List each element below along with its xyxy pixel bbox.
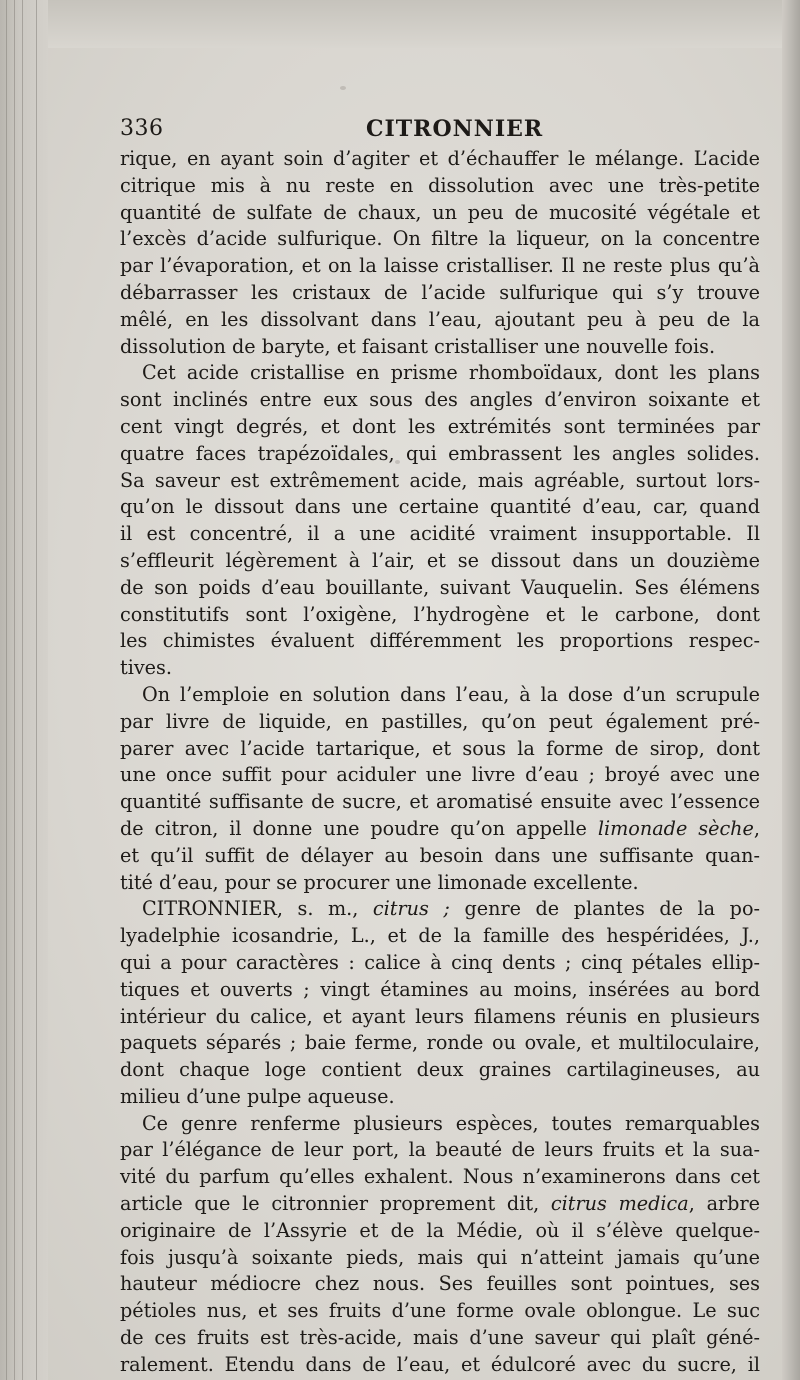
text-line: citrique mis à nu reste en dissolution avec une très-petite — [120, 173, 760, 197]
text-line: article que le citronnier proprement dit, citrus medica, arbre — [120, 1192, 760, 1216]
text-line: fois jusqu’à soixante pieds, mais qui n’atteint jamais qu’une — [120, 1245, 760, 1269]
text-line: dont chaque loge contient deux graines cartilagineuses, au — [120, 1058, 760, 1082]
page-binding-edge — [0, 0, 48, 1380]
running-head: CITRONNIER — [366, 116, 544, 142]
text-line: de son poids d’eau bouillante, suivant Vauquelin. Ses élémens — [120, 575, 760, 599]
text-line: cent vingt degrés, et dont les extrémités sont terminées par — [120, 414, 760, 438]
text-line: On l’emploie en solution dans l’eau, à la dose d’un scrupule — [142, 682, 760, 706]
text-line: tiques et ouverts ; vingt étamines au moins, insérées au bord — [120, 977, 760, 1001]
text-line: parer avec l’acide tartarique, et sous la forme de sirop, dont — [120, 736, 760, 760]
text-line: quantité de sulfate de chaux, un peu de mucosité végétale et — [120, 200, 760, 224]
text-line: lyadelphie icosandrie, L., et de la famille des hespéridées, J., — [120, 924, 760, 948]
text-line: originaire de l’Assyrie et de la Médie, où il s’élève quelque- — [120, 1218, 760, 1242]
page-number: 336 — [120, 116, 164, 141]
italic-term: citrus medica — [550, 1192, 689, 1216]
text-line: s’effleurit légèrement à l’air, et se dissout dans un douzième — [120, 548, 760, 572]
binding-line — [14, 0, 15, 1380]
text-line: constitutifs sont l’oxigène, l’hydrogène et le carbone, dont — [120, 602, 760, 626]
text-line: et qu’il suffit de délayer au besoin dans une suffisante quan- — [120, 843, 760, 867]
binding-line — [36, 0, 37, 1380]
text-line: milieu d’une pulpe aqueuse. — [120, 1084, 395, 1108]
text-line: de ces fruits est très-acide, mais d’une saveur qui plaît géné- — [120, 1326, 760, 1350]
text-line: vité du parfum qu’elles exhalent. Nous n’examinerons dans cet — [120, 1165, 760, 1189]
page-right-edge — [782, 0, 800, 1380]
binding-line — [22, 0, 23, 1380]
text-line: tives. — [120, 656, 172, 680]
italic-term: citrus ; — [372, 897, 450, 921]
text-line: sont inclinés entre eux sous des angles d’environ soixante et — [120, 388, 760, 412]
text-line: rique, en ayant soin d’agiter et d’échauffer le mélange. L’acide — [120, 147, 760, 170]
text-line: Ce genre renferme plusieurs espèces, toutes remarquables — [142, 1111, 760, 1135]
text-line: ralement. Etendu dans de l’eau, et édulcoré avec du sucre, il — [120, 1352, 760, 1376]
text-line: quantité suffisante de sucre, et aromatisé ensuite avec l’essence — [120, 790, 760, 814]
text-line: une once suffit pour aciduler une livre d’eau ; broyé avec une — [120, 763, 760, 787]
text-line: paquets séparés ; baie ferme, ronde ou ovale, et multiloculaire, — [120, 1031, 760, 1055]
text-line: qu’on le dissout dans une certaine quantité d’eau, car, quand — [120, 495, 760, 519]
binding-line — [6, 0, 7, 1380]
text-line: par l’élégance de leur port, la beauté de leurs fruits et la sua- — [120, 1138, 760, 1162]
text-line: pétioles nus, et ses fruits d’une forme ovale oblongue. Le suc — [120, 1299, 760, 1323]
text-line: quatre faces trapézoïdales, qui embrassent les angles solides. — [120, 441, 760, 465]
page-header — [120, 116, 760, 148]
text-line: il est concentré, il a une acidité vraiment insupportable. Il — [120, 522, 760, 546]
text-line: qui a pour caractères : calice à cinq dents ; cinq pétales ellip- — [120, 950, 760, 974]
italic-term: limonade sèche — [597, 816, 754, 840]
text-line: intérieur du calice, et ayant leurs filamens réunis en plusieurs — [120, 1004, 760, 1028]
text-line: par l’évaporation, et on la laisse cristalliser. Il ne reste plus qu’à — [120, 254, 760, 278]
text-line: dissolution de baryte, et faisant cristalliser une nouvelle fois. — [120, 334, 716, 358]
text-line: les chimistes évaluent différemment les proportions respec- — [120, 629, 760, 653]
text-line: par livre de liquide, en pastilles, qu’on peut également pré- — [120, 709, 760, 733]
ink-speck — [340, 86, 346, 90]
page-top-shadow — [0, 0, 800, 48]
text-line: l’excès d’acide sulfurique. On filtre la liqueur, on la concentre — [120, 227, 760, 251]
text-line: tité d’eau, pour se procurer une limonade excellente. — [120, 870, 639, 894]
text-line: Sa saveur est extrêmement acide, mais agréable, surtout lors- — [120, 468, 760, 492]
body-text — [120, 146, 760, 1379]
text-line: CITRONNIER, s. m., citrus ; genre de plantes de la po- — [142, 897, 760, 921]
text-line: mêlé, en les dissolvant dans l’eau, ajoutant peu à peu de la — [120, 307, 760, 331]
text-line: Cet acide cristallise en prisme rhomboïdaux, dont les plans — [142, 361, 760, 385]
text-line: de citron, il donne une poudre qu’on appelle limonade sèche, — [120, 816, 761, 840]
text-line: hauteur médiocre chez nous. Ses feuilles sont pointues, ses — [120, 1272, 760, 1296]
text-line: débarrasser les cristaux de l’acide sulfurique qui s’y trouve — [120, 280, 760, 304]
